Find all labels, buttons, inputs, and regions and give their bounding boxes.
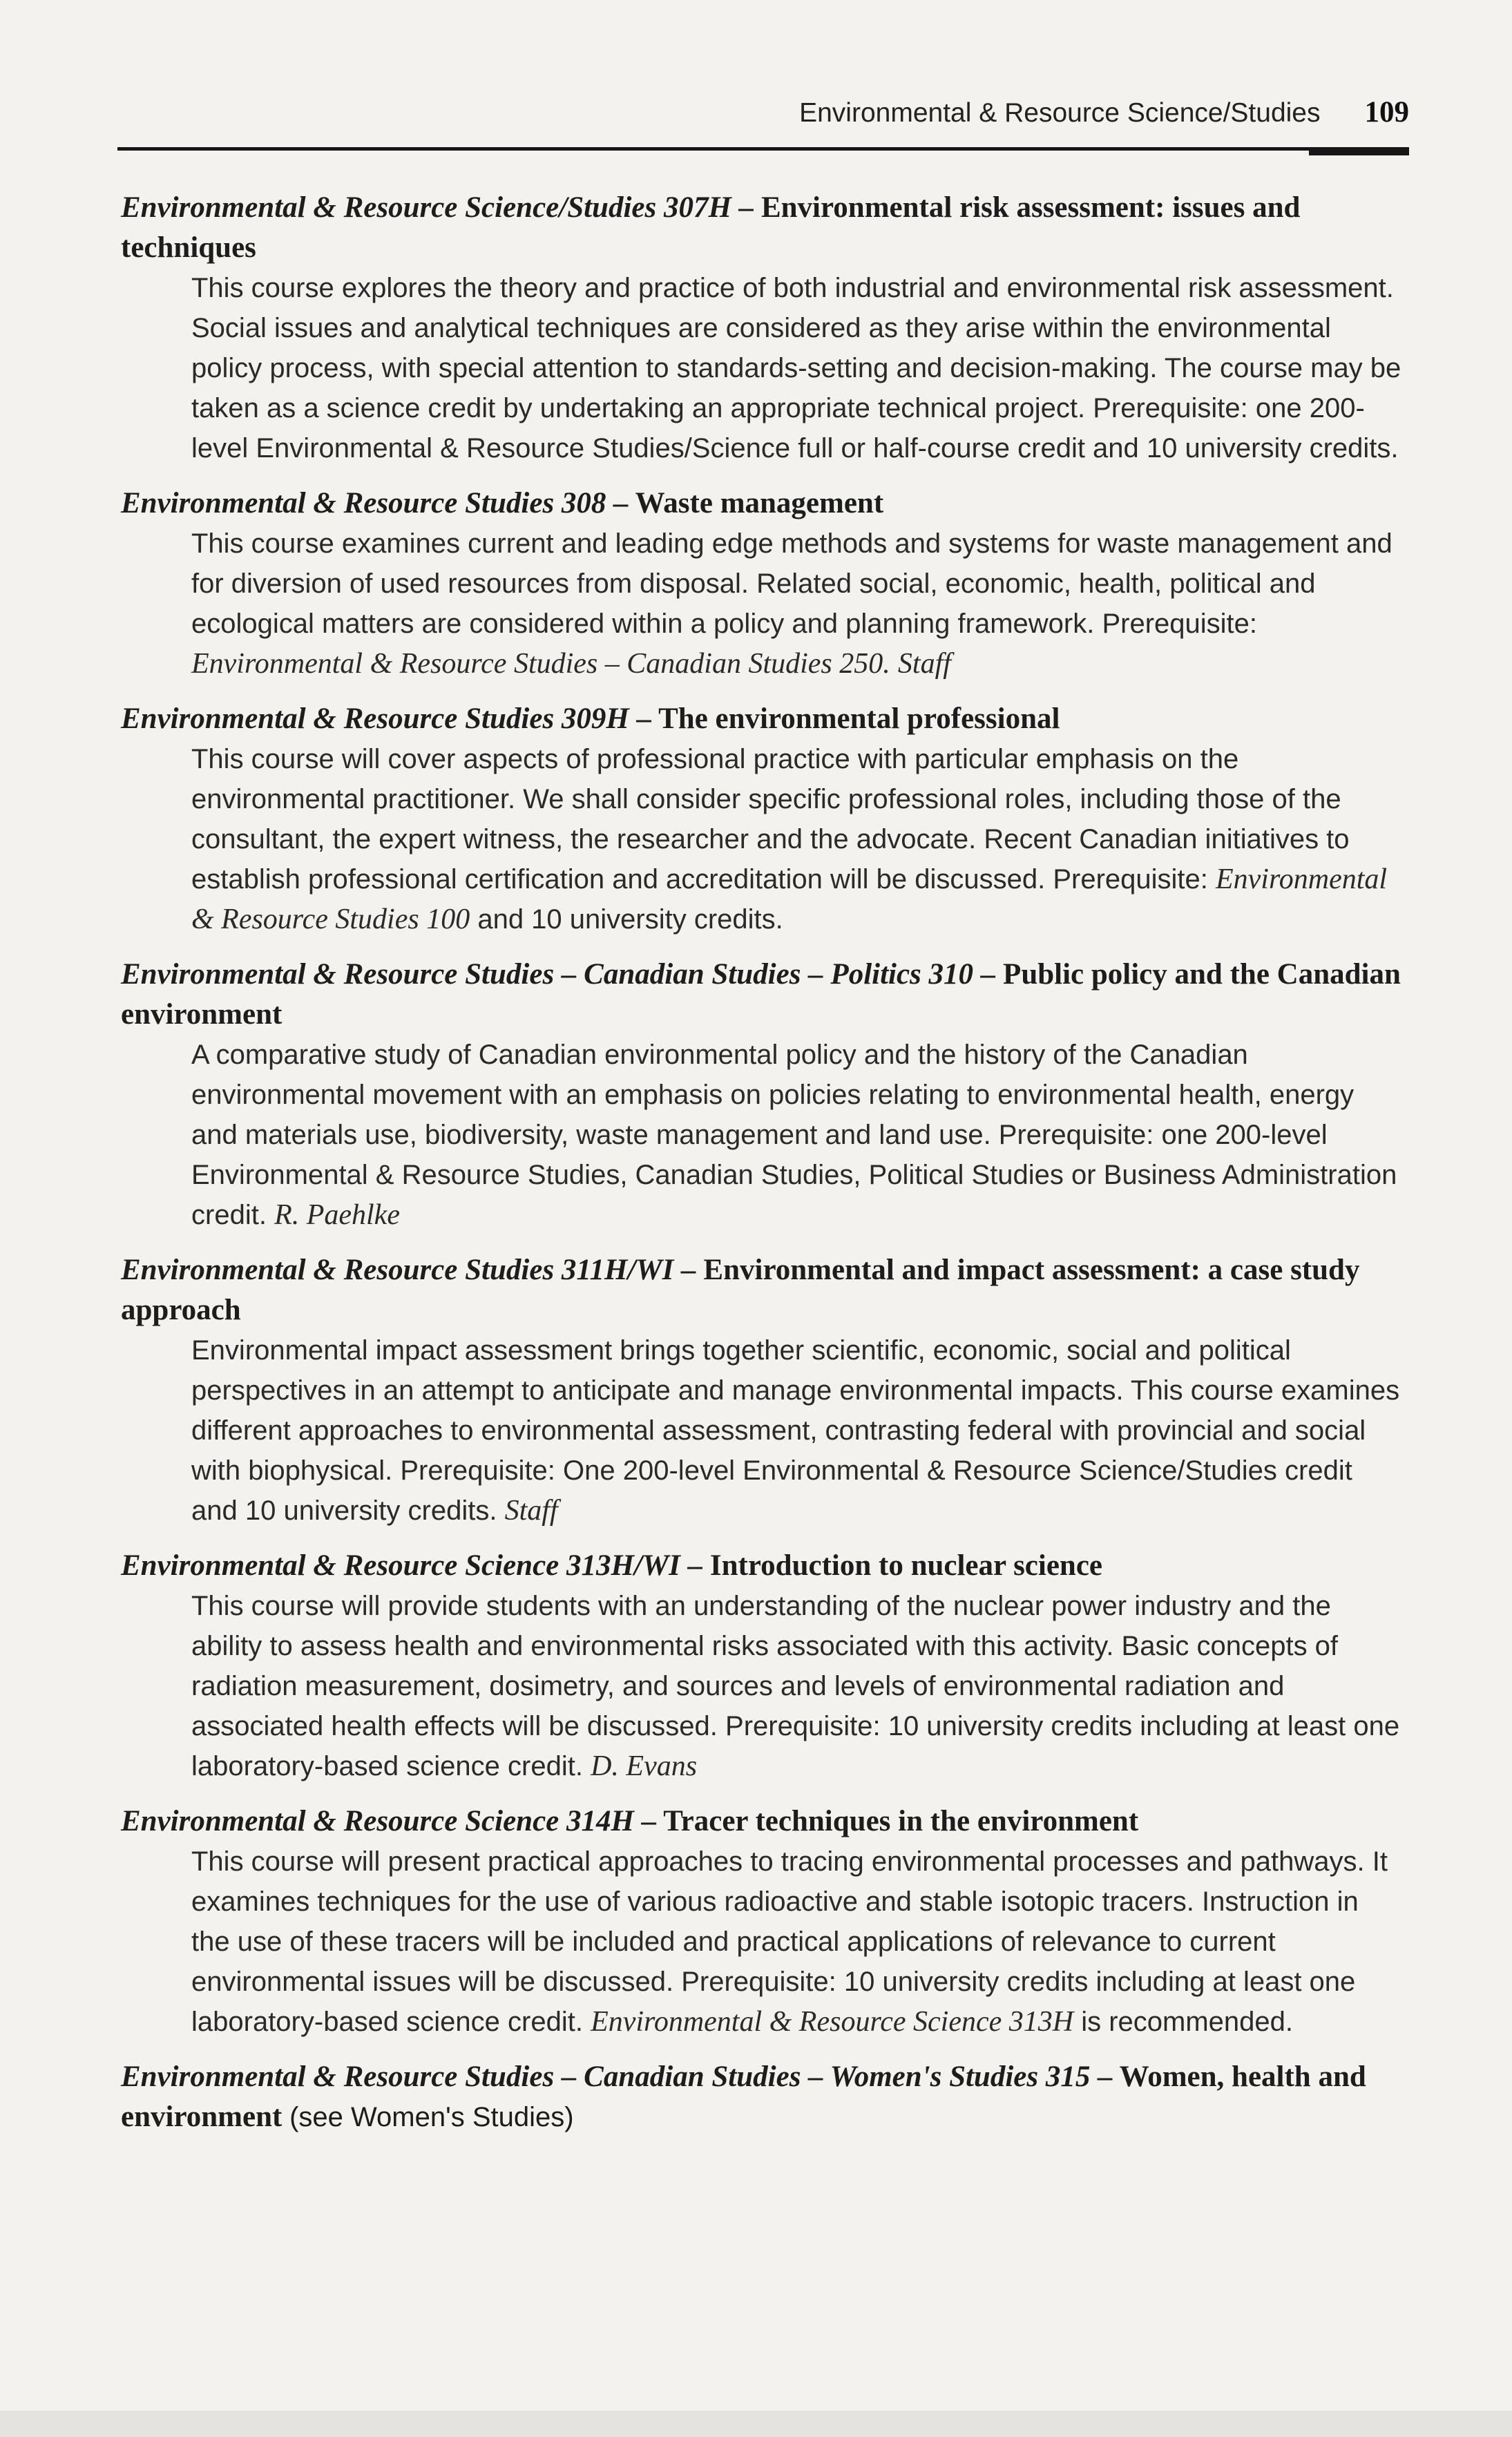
prerequisite-course: Environmental & Resource Science 313H bbox=[591, 2006, 1074, 2038]
course-description bbox=[191, 524, 1402, 684]
course-heading bbox=[121, 484, 1402, 524]
course-title: Waste management bbox=[635, 487, 884, 519]
course-title: The environmental professional bbox=[658, 703, 1060, 735]
course-heading bbox=[121, 1546, 1402, 1586]
description-text: Environmental impact assessment brings together scientific, economic, social and political perspectives in an attempt to anticipate and manage environmental impacts. This course examines different approaches to environmental assessment, contrasting federal with provincial and social with biophysical. Prerequisite: One 200-level Environmental & Resource Science/Studies credit and 10 university credits. bbox=[191, 1335, 1400, 1526]
description-text: This course will provide students with an understanding of the nuclear power industry and the ability to assess health and environmental risks associated with this activity. Basic concepts of radiation measurement, dosimetry, and sources and levels of environmental radiation and associated health effects will be discussed. Prerequisite: 10 university credits including at least one laboratory-based science credit. bbox=[191, 1591, 1400, 1781]
course-entry-307h bbox=[121, 188, 1402, 468]
course-code: Environmental & Resource Studies 308 – bbox=[121, 487, 629, 519]
instructor: Staff bbox=[504, 1495, 558, 1527]
course-entry-314h bbox=[121, 1802, 1402, 2042]
running-title: Environmental & Resource Science/Studies bbox=[799, 98, 1321, 128]
course-code: Environmental & Resource Science 314H – bbox=[121, 1805, 657, 1837]
header-rule bbox=[117, 147, 1409, 151]
course-code: Environmental & Resource Science/Studies 307H – bbox=[121, 191, 754, 224]
course-title: Introduction to nuclear science bbox=[709, 1549, 1103, 1582]
course-code: Environmental & Resource Studies 311H/WI – bbox=[121, 1254, 696, 1286]
course-description bbox=[191, 739, 1402, 939]
course-heading bbox=[121, 955, 1402, 1035]
course-code: Environmental & Resource Studies – Canadian Studies – Women's Studies 315 – bbox=[121, 2061, 1113, 2093]
course-description bbox=[191, 1330, 1402, 1531]
prerequisite-course: Environmental & Resource Studies 100 bbox=[191, 863, 1388, 935]
course-heading bbox=[121, 2057, 1402, 2137]
instructor: Staff bbox=[897, 648, 951, 680]
description-text: This course will present practical approaches to tracing environmental processes and pathways. It examines techniques for the use of various radioactive and stable isotopic tracers. Instruction in the use of these tracers will be included and practical applications of relevance to current environmental issues will be discussed. Prerequisite: 10 university credits including at least one laboratory-based science credit. bbox=[191, 1846, 1388, 2037]
running-header bbox=[117, 95, 1409, 129]
description-text-after: is recommended. bbox=[1073, 2007, 1294, 2037]
course-entry-311h bbox=[121, 1250, 1402, 1531]
course-entry-310 bbox=[121, 955, 1402, 1235]
course-title: Public policy and the Canadian environment bbox=[121, 958, 1401, 1031]
description-text: This course explores the theory and practice of both industrial and environmental risk assessment. Social issues and analytical techniques are considered as they arise within the environmental policy process, with special attention to standards-setting and decision-making. The course may be taken as a science credit by undertaking an appropriate technical project. Prerequisite: one 200-level Environmental & Resource Studies/Science full or half-course credit and 10 university credits. bbox=[191, 273, 1401, 463]
prerequisite-course: Environmental & Resource Studies – Canadian Studies 250. bbox=[191, 648, 890, 680]
course-entry-308 bbox=[121, 484, 1402, 684]
course-description bbox=[191, 268, 1402, 468]
course-description bbox=[191, 1586, 1402, 1786]
description-text-after: and 10 university credits. bbox=[470, 904, 783, 935]
description-text: A comparative study of Canadian environmental policy and the history of the Canadian environmental movement with an emphasis on policies relating to environmental health, energy and materials use, biodiversity, waste management and land use. Prerequisite: one 200-level Environmental & Resource Studies, Canadian Studies, Political Studies or Business Administration credit. bbox=[191, 1040, 1397, 1230]
description-text: This course examines current and leading edge methods and systems for waste management and for diversion of used resources from disposal. Related social, economic, health, political and ecological matters are considered within a policy and planning framework. Prerequisite: bbox=[191, 528, 1393, 639]
course-code: Environmental & Resource Studies 309H – bbox=[121, 703, 652, 735]
course-list bbox=[121, 188, 1402, 2152]
course-entry-309h bbox=[121, 699, 1402, 939]
course-heading bbox=[121, 188, 1402, 268]
course-title: Environmental and impact assessment: a case study approach bbox=[121, 1254, 1360, 1326]
see-also-reference: (see Women's Studies) bbox=[289, 2102, 574, 2132]
course-heading bbox=[121, 699, 1402, 739]
course-code: Environmental & Resource Science 313H/WI – bbox=[121, 1549, 703, 1582]
instructor: R. Paehlke bbox=[274, 1199, 400, 1231]
course-heading bbox=[121, 1250, 1402, 1330]
course-title: Women, health and environment bbox=[121, 2061, 1366, 2133]
course-title: Tracer techniques in the environment bbox=[663, 1805, 1139, 1837]
course-heading bbox=[121, 1802, 1402, 1842]
course-description bbox=[191, 1842, 1402, 2042]
course-title: Environmental risk assessment: issues and techniques bbox=[121, 191, 1301, 264]
page-number: 109 bbox=[1364, 96, 1409, 128]
course-code: Environmental & Resource Studies – Canadian Studies – Politics 310 – bbox=[121, 958, 996, 991]
header-rule-tab bbox=[1309, 147, 1409, 155]
scan-edge-shadow bbox=[0, 2411, 1512, 2437]
instructor: D. Evans bbox=[591, 1750, 698, 1782]
course-description bbox=[191, 1035, 1402, 1235]
course-entry-313h bbox=[121, 1546, 1402, 1786]
course-entry-315 bbox=[121, 2057, 1402, 2137]
description-text: This course will cover aspects of professional practice with particular emphasis on the environmental practitioner. We shall consider specific professional roles, including those of the consultant, the expert witness, the researcher and the advocate. Recent Canadian initiatives to establish professional certification and accreditation will be discussed. Prerequisite: bbox=[191, 744, 1350, 895]
